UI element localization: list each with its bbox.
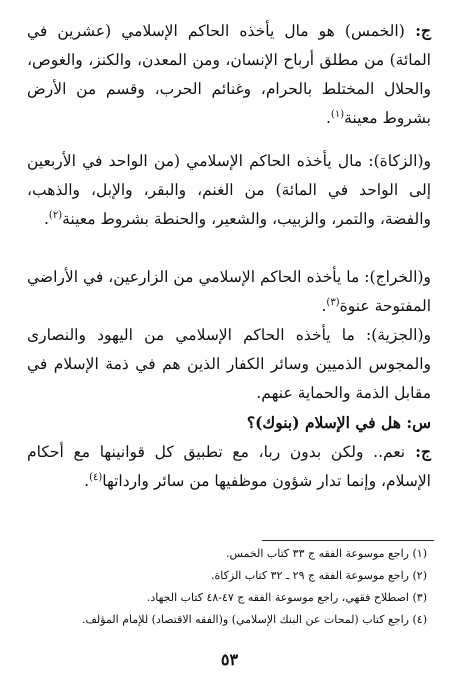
footnote-ref: (١): [330, 108, 345, 120]
paragraph-end: .: [321, 297, 327, 315]
paragraph-text: (الخمس) هو مال يأخذه الحاكم الإسلامي (عشرين في المائة) من مطلق أرباح الإنسان، ومن المعدن، والكنز، والغوص، والحلال المختلط بالحرام، وغنائم الحرب، وقسم من الأرض بشروط معينة: [27, 22, 431, 127]
answer-banks: [27, 437, 431, 496]
question-marker: س:: [400, 413, 431, 432]
paragraph-text: نعم.. ولكن بدون ربا، مع تطبيق كل قوانينها مع أحكام الإسلام، وإنما تدار شؤون موظفيها من سائر وارداتها: [27, 443, 431, 490]
footnote-divider: [262, 540, 434, 541]
paragraph-jizya: [27, 321, 431, 408]
footnote-ref: (٣): [326, 296, 340, 308]
page-number: ٥٣: [220, 650, 239, 669]
footnote-ref: (٤): [89, 471, 103, 483]
question-banks: [27, 408, 431, 438]
paragraph-zakat: [27, 147, 431, 234]
paragraph-text: و(الخراج): ما يأخذه الحاكم الإسلامي من الزارعين، في الأراضي المفتوحة عنوة: [27, 268, 431, 315]
footnote-2: (٢) راجع موسوعة الفقه ج ٢٩ ـ ٣٢ كتاب الزكاة.: [211, 569, 427, 582]
answer-marker: ج:: [404, 21, 432, 40]
paragraph-text: و(الزكاة): مال يأخذه الحاكم الإسلامي (من الواحد في الأربعين إلى الواحد في المائة) من الغنم، والبقر، والإبل، والذهب، والفضة، والتمر، والزبيب، والشعير، والحنطة بشروط معينة: [27, 152, 431, 228]
paragraph-khums: [27, 16, 431, 133]
paragraph-end: .: [43, 210, 49, 228]
footnote-3: (٣) اصطلاح فقهي، راجع موسوعة الفقه ج ٤٧-٤٨ كتاب الجهاد.: [146, 591, 427, 604]
paragraph-kharaj: [27, 263, 431, 321]
paragraph-end: .: [325, 109, 331, 127]
question-text: هل في الإسلام (بنوك)؟: [246, 413, 401, 432]
footnote-4: (٤) راجع كتاب (لمحات عن البنك الإسلامي) و(الفقه الاقتصاد) للإمام المؤلف.: [82, 613, 427, 626]
answer-marker: ج:: [405, 442, 431, 461]
footnote-ref: (٢): [48, 209, 63, 221]
footnote-1: (١) راجع موسوعة الفقه ج ٣٣ كتاب الخمس.: [226, 547, 427, 560]
paragraph-text: و(الجزية): ما يأخذه الحاكم الإسلامي من اليهود والنصارى والمجوس الذميين وسائر الكفار الذين هم في ذمة الإسلام في مقابل الذمة والحماية عنهم.: [27, 326, 431, 402]
paragraph-end: .: [84, 472, 90, 490]
